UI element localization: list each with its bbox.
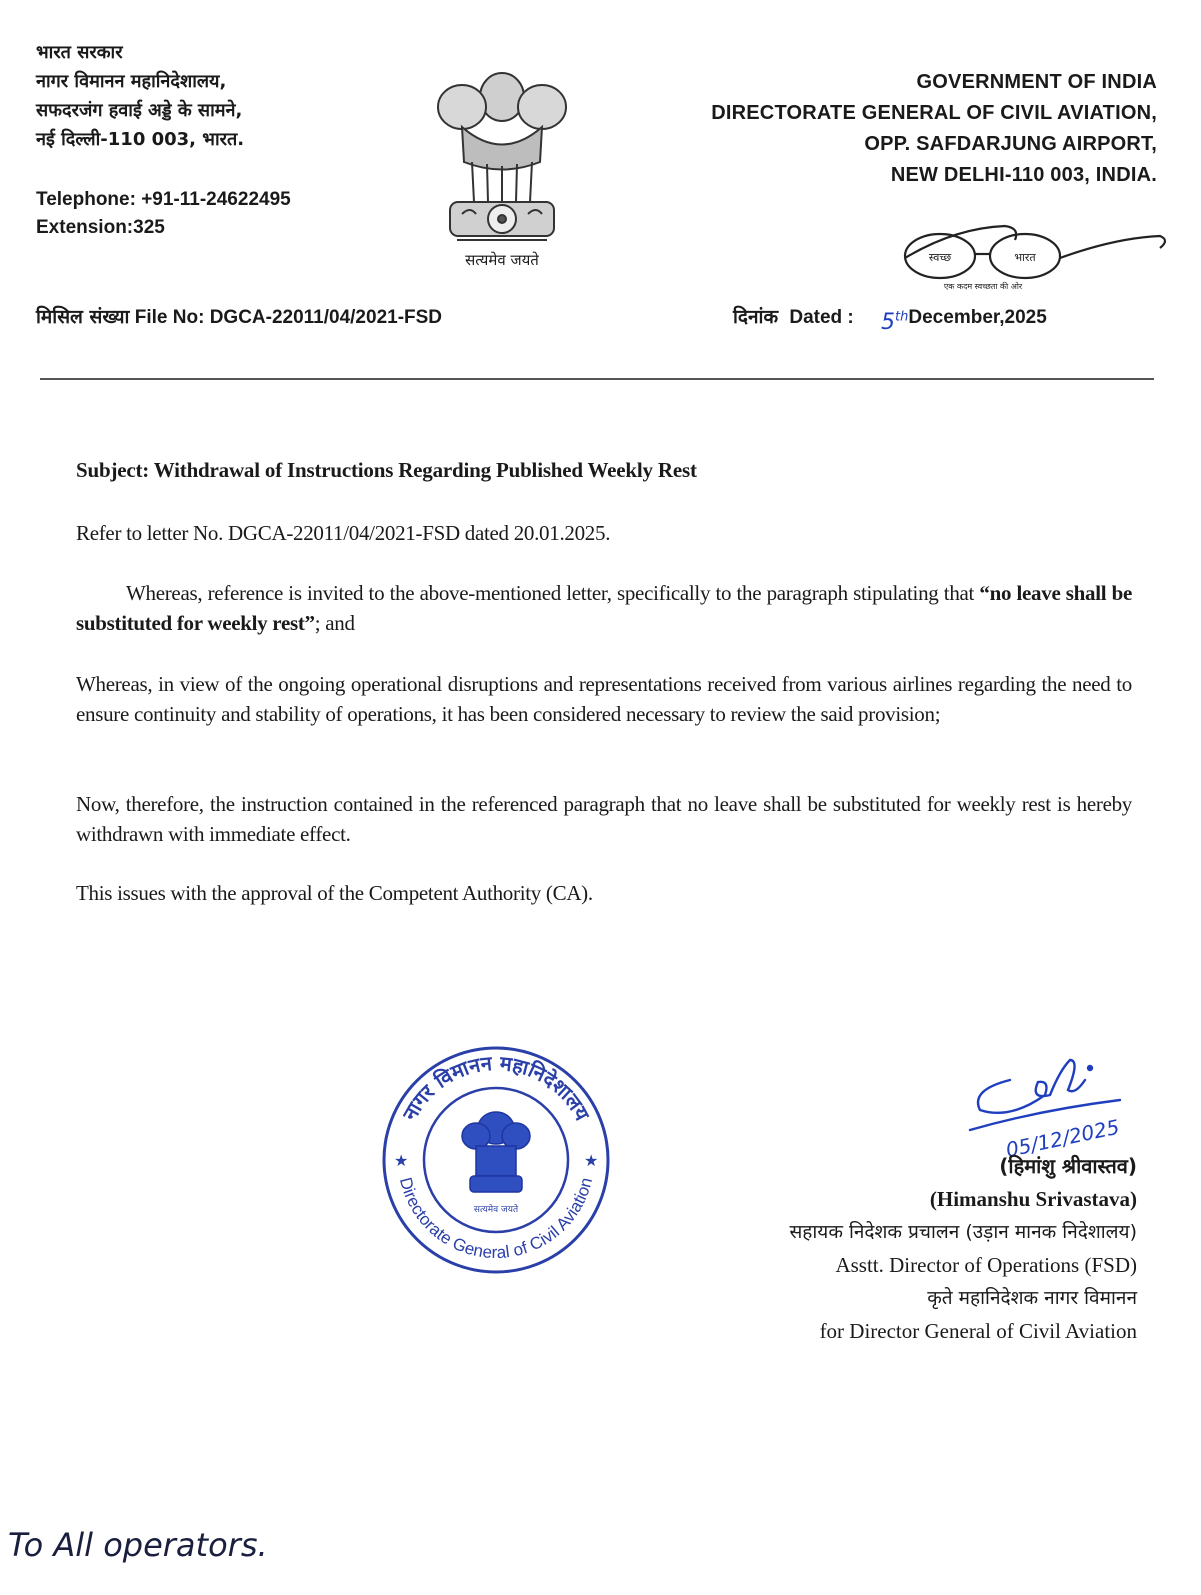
quoted-instruction: “no leave shall be substituted for weekly rest” (76, 581, 1132, 635)
header-hindi-line: भारत सरकार (36, 42, 123, 63)
svg-text:★: ★ (394, 1153, 409, 1170)
svg-text:★: ★ (584, 1153, 599, 1170)
handwritten-to-text: To All operators. (8, 1526, 268, 1564)
header-hindi-line: नई दिल्ली-110 003, भारत. (36, 129, 245, 150)
for-hindi: कृते महानिदेशक नागर विमानन (927, 1287, 1137, 1309)
header-english-line: DIRECTORATE GENERAL OF CIVIL AVIATION, (711, 102, 1157, 124)
reference-line: Refer to letter No. DGCA-22011/04/2021-FSD dated 20.01.2025. (76, 521, 611, 545)
dated (733, 303, 1047, 335)
paragraph-2: Whereas, in view of the ongoing operational disruptions and representations received from various airlines regarding the need to ensure continuity and stability of operations, it has been considered necessary to review the said provision; (76, 672, 1132, 726)
designation-hindi: सहायक निदेशक प्रचालन (उड़ान मानक निदेशालय) (789, 1221, 1137, 1243)
date-printed: December,2025 (908, 307, 1047, 328)
emblem-motto: सत्यमेव जयते (465, 251, 539, 269)
paragraph-1: Whereas, reference is invited to the above-mentioned letter, specifically to the paragraph stipulating that “no leave shall be substituted for weekly rest”; and (76, 581, 1132, 635)
header-hindi-line: सफदरजंग हवाई अड्डे के सामने, (36, 100, 243, 121)
signature-date: 05/12/2025 (1003, 1114, 1122, 1160)
header-divider (40, 378, 1154, 380)
signatory-name-english: (Himanshu Srivastava) (929, 1187, 1137, 1211)
swachh-left-text: स्वच्छ (928, 251, 952, 264)
handwritten-addressee (0, 1516, 330, 1576)
file-number (36, 303, 442, 329)
file-no-label: File No: (134, 307, 205, 328)
signatory-block (789, 1150, 1137, 1348)
swachh-tagline: एक कदम स्वच्छता की ओर (943, 282, 1023, 291)
dated-label-hindi: दिनांक (733, 306, 779, 328)
header-english-address (711, 67, 1157, 191)
designation-english: Asstt. Director of Operations (FSD) (835, 1253, 1137, 1277)
swachh-right-text: भारत (1014, 251, 1036, 264)
seal-motto: सत्यमेव जयते (473, 1205, 519, 1215)
file-no-label-hindi: मिसिल संख्या (36, 306, 130, 328)
paragraph-4: This issues with the approval of the Competent Authority (CA). (76, 881, 593, 905)
header-english-line: GOVERNMENT OF INDIA (916, 71, 1157, 93)
subject-line: Subject: Withdrawal of Instructions Regarding Published Weekly Rest (76, 458, 697, 482)
header-hindi-line: नागर विमानन महानिदेशालय, (36, 71, 227, 92)
swachh-bharat-logo-icon (895, 218, 1170, 293)
national-emblem-icon (432, 42, 572, 272)
paragraph-3: Now, therefore, the instruction contained in the referenced paragraph that no leave shall be substituted for weekly rest is hereby withdrawn with immediate effect. (76, 792, 1132, 846)
seal-top-text: नागर विमानन महानिदेशालय (397, 1050, 595, 1125)
header-hindi-address (36, 38, 244, 154)
seal-bottom-text: Directorate General of Civil Aviation (395, 1175, 597, 1263)
signatory-name-hindi: (हिमांशु श्रीवास्तव) (999, 1154, 1137, 1178)
telephone: Telephone: +91-11-24622495 (36, 189, 291, 210)
contact-info (36, 186, 291, 242)
handwritten-day: 5th (881, 309, 909, 335)
for-english: for Director General of Civil Aviation (819, 1319, 1137, 1343)
extension: Extension:325 (36, 217, 165, 238)
signature-icon (950, 1040, 1170, 1160)
file-no-value: DGCA-22011/04/2021-FSD (209, 307, 443, 328)
header-english-line: OPP. SAFDARJUNG AIRPORT, (864, 133, 1157, 155)
dated-label: Dated : (789, 307, 854, 328)
header-english-line: NEW DELHI-110 003, INDIA. (890, 164, 1157, 186)
official-seal-icon (376, 1042, 616, 1278)
